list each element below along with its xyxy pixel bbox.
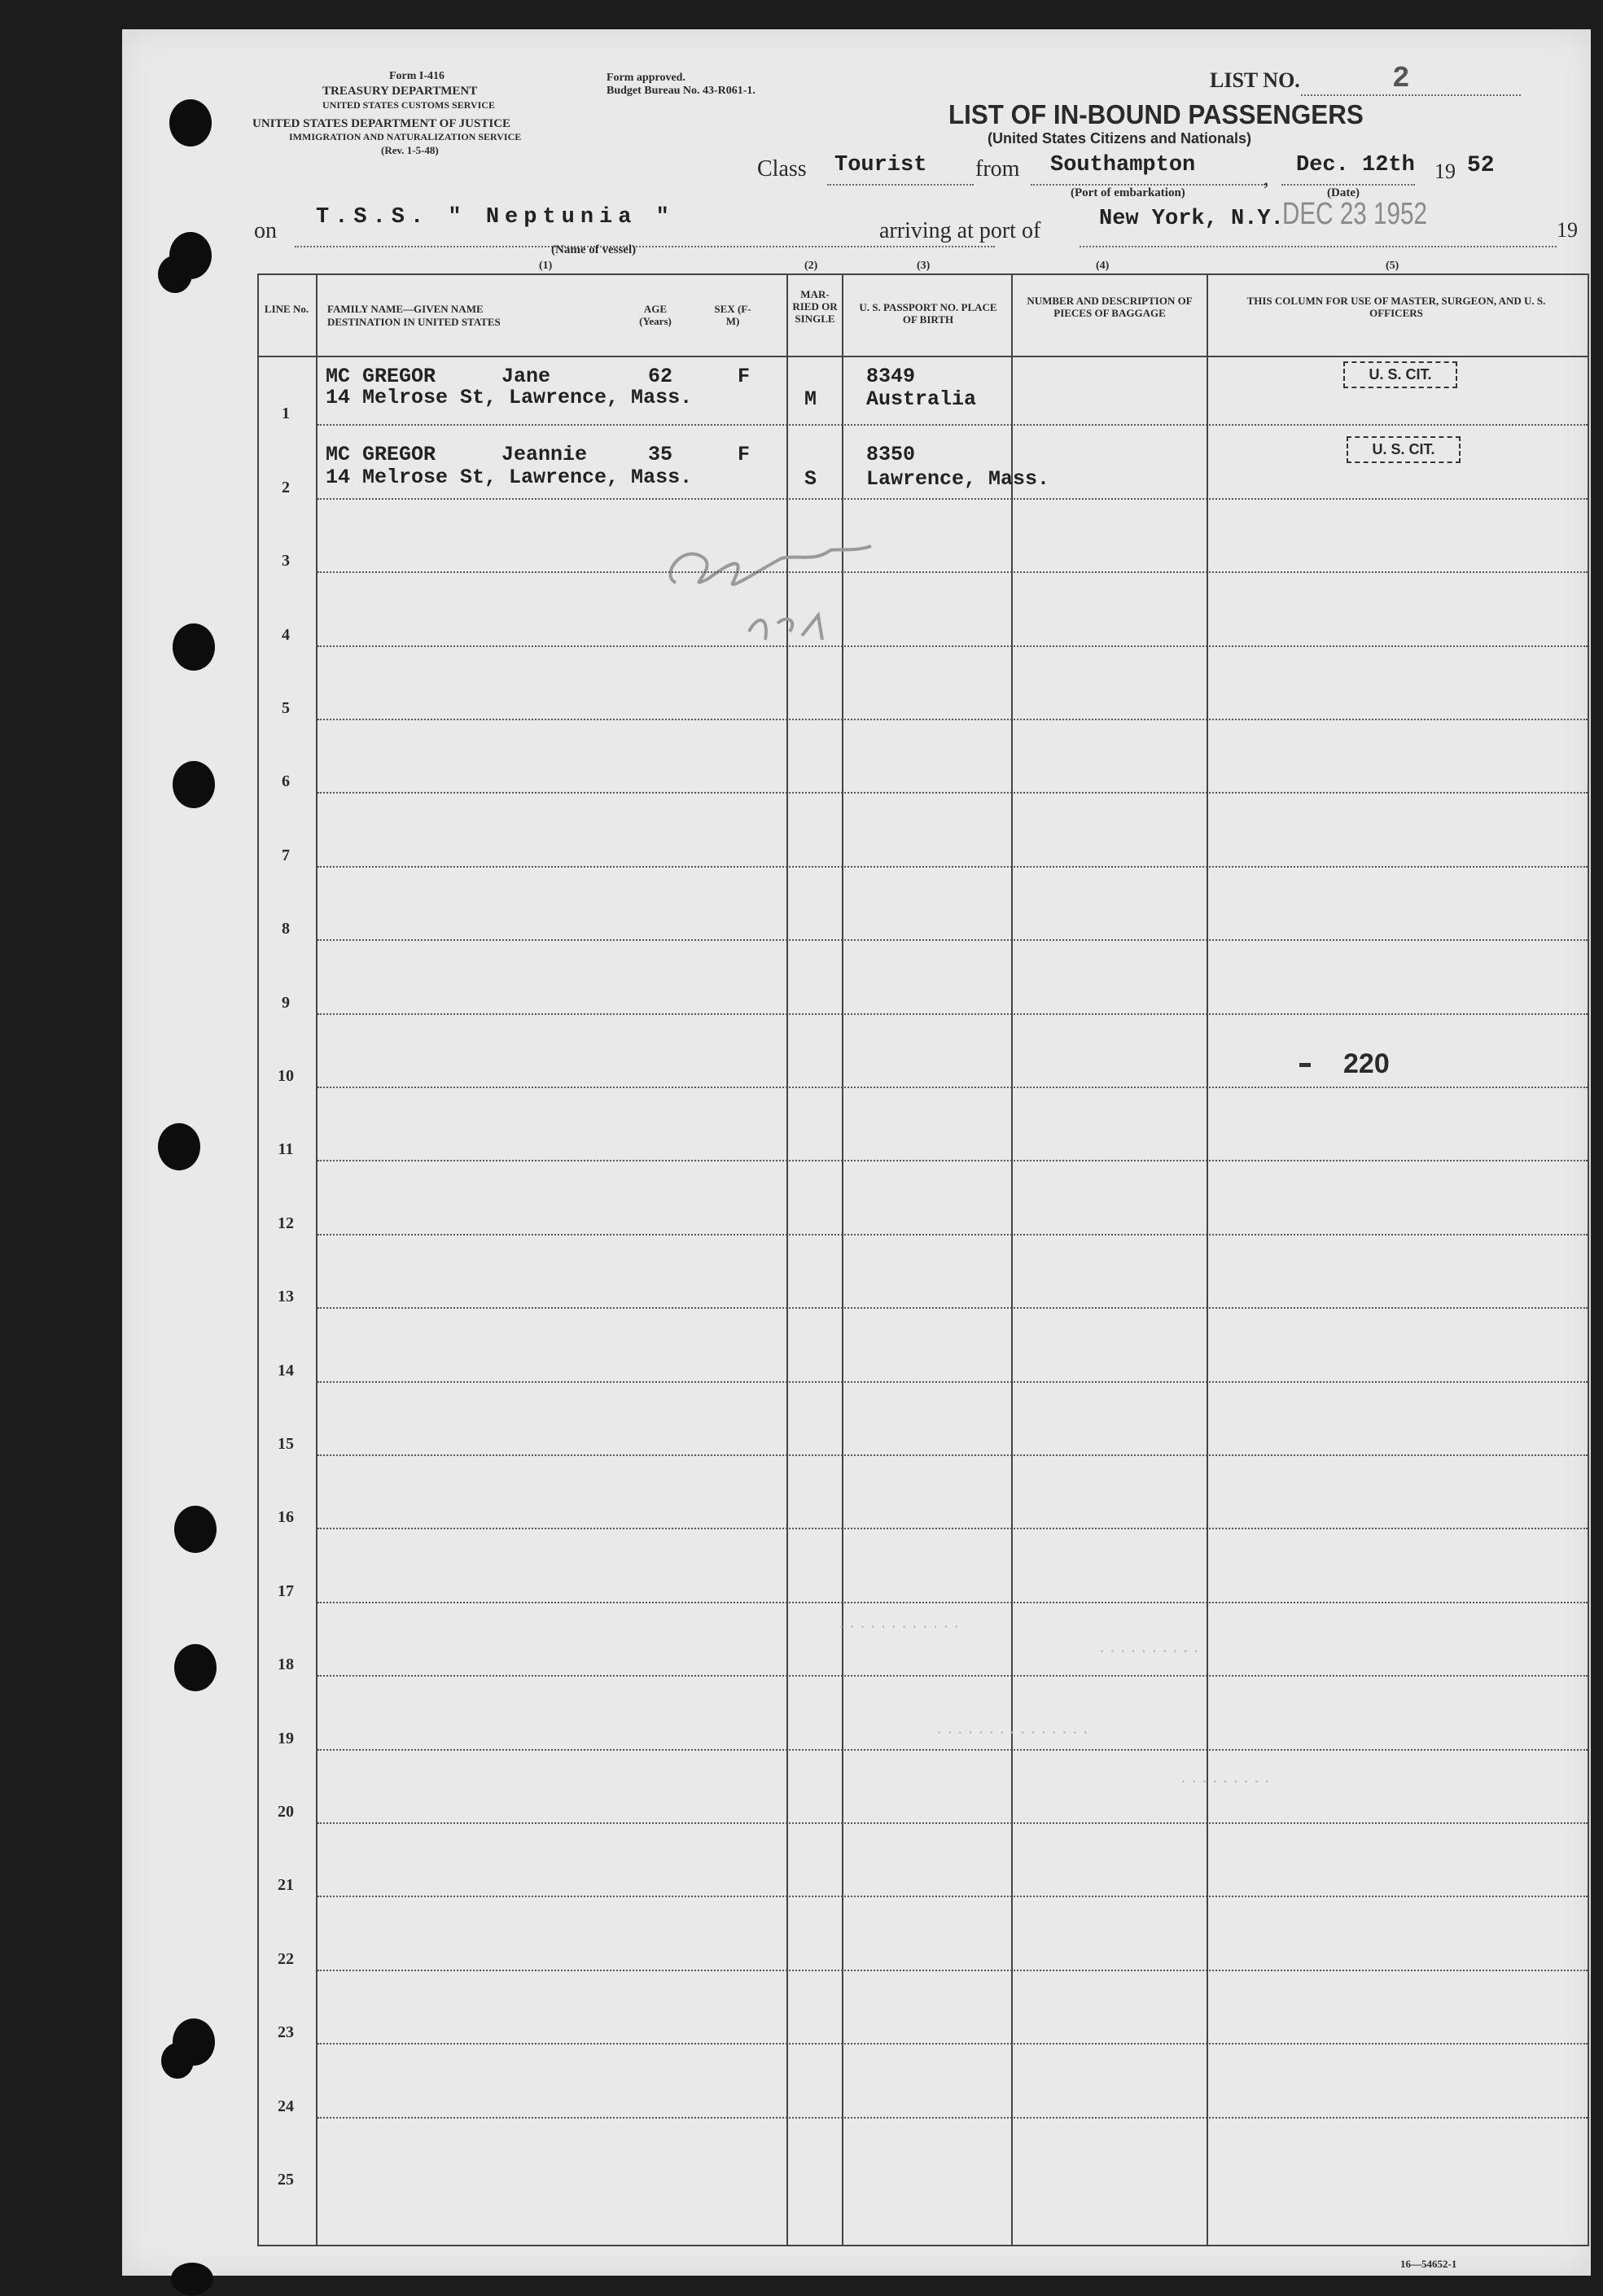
line-number: 15 [278,1435,294,1453]
birthplace: Australia [866,387,977,411]
class-value: Tourist [834,153,927,177]
row-separator [318,1970,1588,1971]
vessel-name: T.S.S. " Neptunia " [316,205,675,230]
row-separator [318,1822,1588,1824]
arrival-port: New York, N.Y. [1099,207,1284,231]
row-separator [318,1087,1588,1088]
marital-status: S [804,467,817,491]
document-sheet: Form I-416 TREASURY DEPARTMENT UNITED STATES CUSTOMS SERVICE UNITED STATES DEPARTMENT OF JUSTICE IMMIGRATION AND NATURALIZATION SERVICE (Rev. 1-5-48) Form approved. Budget Bureau No. 43-R061-1. LIST NO. 2 LIST OF IN-BOUND PASSENGERS (United States Citizens and Nationals) Class Tourist from Southampton (Port of embarkation) , Dec. 12th (Date) 19 52 on T.S.S. " Neptunia " (Name of vessel) (1) arriving at port of New York, N.Y. DEC 23 1952 19 (2) (3) (4) (5) LINE No. FAMILY NAME—GIVEN NAME DESTINATION IN UNITED STATES AGE (Years) SEX (F-M) MAR-RIED OR SINGLE U. S. PASSPORT NO. PLACE OF BIRTH NUMBER AND DESCRIPTION OF PIECES OF BAGGAGE THIS COLUMN FOR USE OF MASTER, SURGEON, AND U. S. OFFICERS MC GREGOR Jane 62 F 14 Melrose St, Lawrence, Mass. M 8349 Australia U. S. CIT. MC GREGOR Jeannie 35 F 14 Melrose St, Lawrence, Mass. S 8350 Lawrence, Mass. U. S. CIT. · · · · · · · · · · · · · · · · · · · · · · · · · · · · · · · · · · · · · · · · · · · · · · 220 16—54652-1 1 2 3 4 5 6 7 8 9 10 11 12 13 14 15 16 17 18 19 20 21 22 23 24 25 [122,29,1591,2276]
line-number: 10 [278,1067,294,1085]
row-separator [318,1749,1588,1751]
age: 62 [648,365,673,388]
row-separator [318,1381,1588,1383]
row-separator [318,866,1588,868]
sex: F [738,365,751,388]
binder-hole [174,1644,217,1691]
passport-no: 8349 [866,365,916,388]
line-number: 20 [278,1803,294,1821]
line-number: 22 [278,1949,294,1968]
header-name: FAMILY NAME—GIVEN NAME [327,303,484,315]
stamped-number: 220 [1343,1048,1390,1079]
on-label: on [254,218,277,243]
line-number: 6 [282,772,290,791]
ins-service: IMMIGRATION AND NATURALIZATION SERVICE [289,131,522,142]
embark-port: Southampton [1050,153,1196,177]
line-number: 7 [282,846,290,864]
line-number: 2 [282,478,290,496]
given-name: Jeannie [501,443,588,466]
marital-status: M [804,387,817,411]
customs-service: UNITED STATES CUSTOMS SERVICE [322,99,495,111]
line-number: 1 [282,405,290,423]
list-no-value: 2 [1392,62,1410,95]
header-line-no: LINE No. [264,303,309,315]
row-separator [318,1675,1588,1677]
passport-no: 8350 [866,443,916,466]
list-no-label: LIST NO. [1210,68,1300,92]
row-separator [318,939,1588,941]
citizen-stamp: U. S. CIT. [1343,361,1457,388]
line-number: 18 [278,1655,294,1674]
embark-date: Dec. 12th [1296,153,1415,177]
header-age: AGE (Years) [639,303,672,327]
row-separator [318,1528,1588,1529]
line-number: 3 [282,552,290,571]
from-label: from [975,156,1020,181]
citizen-stamp: U. S. CIT. [1347,436,1461,463]
destination: 14 Melrose St, Lawrence, Mass. [326,466,693,489]
row-separator [318,571,1588,573]
revision: (Rev. 1-5-48) [381,144,439,156]
class-label: Class [757,156,807,181]
line-number: 12 [278,1214,294,1232]
row-separator [318,1160,1588,1161]
binder-hole [161,2043,194,2079]
col-num-3: (3) [917,260,931,272]
col-num-2: (2) [804,260,818,272]
vessel-caption: (Name of vessel) [551,243,637,256]
row-separator [318,1013,1588,1015]
date-caption: (Date) [1327,186,1360,199]
family-name: MC GREGOR [326,443,436,466]
binder-hole [173,623,215,671]
line-number: 9 [282,993,290,1012]
arriving-label: arriving at port of [879,218,1041,243]
birthplace: Lawrence, Mass. [866,467,1050,491]
row-separator [318,719,1588,720]
row-separator [318,1602,1588,1603]
binder-hole [158,1123,200,1170]
line-number: 23 [278,2023,294,2042]
header-baggage: NUMBER AND DESCRIPTION OF PIECES OF BAGGAGE [1027,295,1193,319]
row-separator [318,1896,1588,1897]
row-separator [318,792,1588,794]
treasury-dept: TREASURY DEPARTMENT [322,85,478,98]
row-separator [318,645,1588,647]
row-separator [318,424,1588,426]
line-number: 19 [278,1729,294,1747]
budget-bureau: Budget Bureau No. 43-R061-1. [607,85,756,97]
col-num-4: (4) [1096,260,1110,272]
justice-dept: UNITED STATES DEPARTMENT OF JUSTICE [252,117,511,130]
age: 35 [648,443,673,466]
form-approved: Form approved. [607,72,685,84]
binder-hole [171,2263,213,2295]
line-number: 24 [278,2097,294,2115]
row-separator [318,1454,1588,1456]
form-number: Form I-416 [389,70,445,82]
header-passport: U. S. PASSPORT NO. PLACE OF BIRTH [859,301,997,326]
row-separator [318,2117,1588,2119]
arrival-date-stamp: DEC 23 1952 [1282,197,1427,231]
line-number: 25 [278,2171,294,2189]
year-suffix: 19 [1557,218,1578,242]
binder-hole [169,99,212,147]
print-code: 16—54652-1 [1400,2258,1457,2270]
destination: 14 Melrose St, Lawrence, Mass. [326,386,693,409]
line-number: 14 [278,1361,294,1380]
line-number: 17 [278,1581,294,1600]
line-number: 5 [282,699,290,717]
page-subtitle: (United States Citizens and Nationals) [988,130,1252,147]
header-destination: DESTINATION IN UNITED STATES [327,316,501,328]
port-caption: (Port of embarkation) [1071,186,1185,199]
line-rows [122,29,1591,2276]
row-separator [318,1307,1588,1309]
line-number: 16 [278,1508,294,1527]
header-officers: THIS COLUMN FOR USE OF MASTER, SURGEON, AND U. S. OFFICERS [1246,295,1546,319]
header-married: MAR-RIED OR SINGLE [792,288,838,325]
given-name: Jane [501,365,551,388]
line-number: 13 [278,1288,294,1306]
col-num-5: (5) [1386,260,1399,272]
header-sex: SEX (F-M) [714,303,751,327]
line-number: 11 [278,1140,294,1159]
row-separator [318,2043,1588,2045]
binder-hole [173,761,215,808]
family-name: MC GREGOR [326,365,436,388]
line-number: 8 [282,920,290,938]
year-value: 52 [1467,153,1495,178]
sex: F [738,443,751,466]
line-number: 21 [278,1876,294,1895]
binder-hole [174,1506,217,1553]
row-separator [318,498,1588,500]
year-prefix: 19 [1434,160,1456,183]
vessel-col-num: (1) [539,260,553,272]
page-title: LIST OF IN-BOUND PASSENGERS [948,99,1364,129]
binder-hole [158,256,192,293]
row-separator [318,1234,1588,1235]
line-number: 4 [282,625,290,644]
